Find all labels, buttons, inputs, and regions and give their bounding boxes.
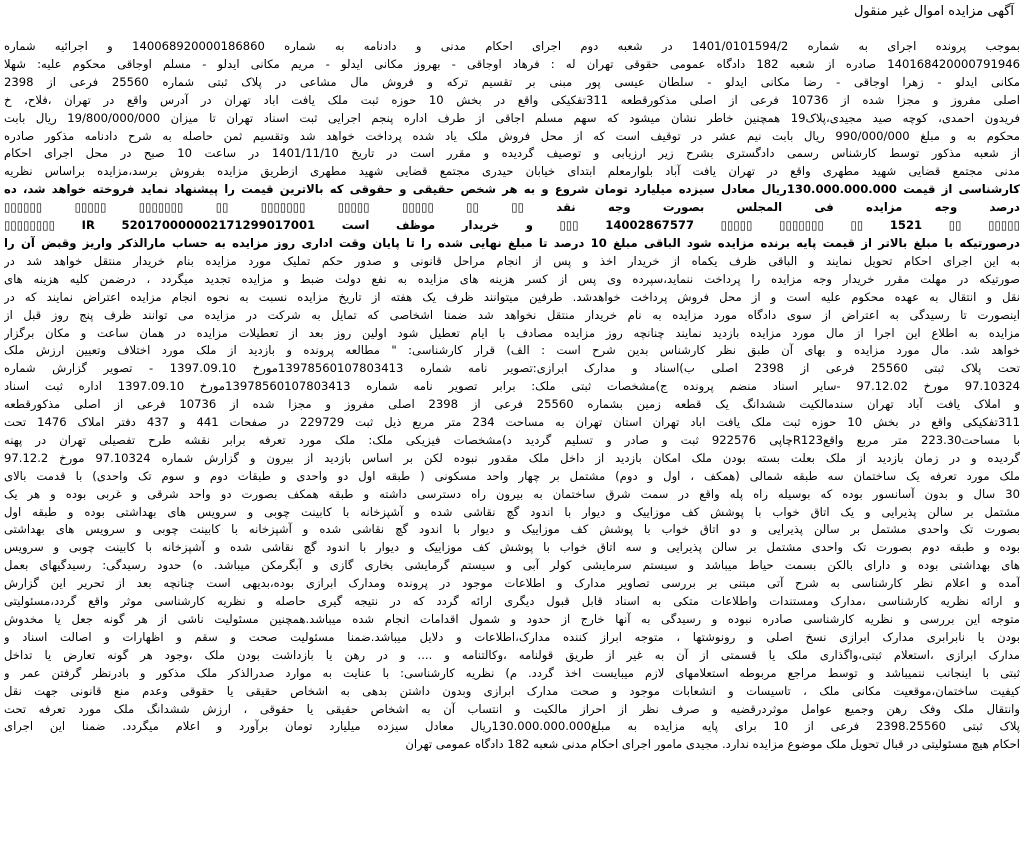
notice-line: و ارائه نظریه کارشناسی ،مدارک ومستندات واطلاعات متکی به اسناد قابل قبول دیگری ارائه گردد که در نتیجه گیری حاصله و نظریه کارشناسی موثر واقع گردد،مسئولیتی	[4, 594, 1020, 609]
notice-line: آمده و اعلام نظر کارشناسی به شرح آتی مبتنی بر بررسی تصاویر مدارک و اطلاعات موجود در پرونده ومدارک ابرازی بوده،بدیهی است چنانچه بعد از تحریر این گزارش	[4, 576, 1020, 591]
notice-line: اصلی مفروز و مجزا شده از 10736 فرعی از اصلی مذکورقطعه 311تفکیکی واقع در بخش 10 حوزه ثبت ملک یافت اباد تهران در آدرس واقع در تهران ،فلاح، خ	[4, 92, 1020, 107]
notice-body	[4, 38, 1020, 754]
notice-line: 97.10324 مورخ 97.12.02 -سایر اسناد منضم پرونده ج)مشخصات ثبتی ملک: برابر تصویر نامه شماره 13978560107803413مورخ 1397.09.10 اداره ثبت اسناد	[4, 379, 1020, 394]
notice-line: خواهد شد. مال مورد مزایده و بهای آن طبق نظر کارشناس بدین شرح است : الف) قرار کارشناسی: " مطالعه پرونده و بازدید از ملک مورد اختلاف وتعیین ارزش ملک	[4, 343, 1020, 358]
notice-line: وانتقال ملک وفک رهن وجمیع عوامل موثردرقضیه و صرف نظر از احراز مالکیت و انتساب آن به اشخاص حقیقی یا حقوقی ، ارزش ششدانگ ملک مورد تعرفه تحت	[4, 701, 1020, 716]
notice-line: فریدون احمدی، کوچه صید مجیدی،پلاک19 همچنین خاطر نشان میشود که سهم مسلم اجاقی از طرف اداره پنجم اجرایی ثبت اسناد تهران تا میزان 19/800/000/000 ریال بابت	[4, 110, 1020, 125]
notice-line: درصد وجه مزایده فی المجلس بصورت وجه نقد ▯▯ ▯▯ ▯▯▯▯▯ ▯▯▯▯▯ ▯▯▯▯▯▯▯ ▯▯ ▯▯▯▯▯▯▯ ▯▯▯▯▯ ▯▯▯▯▯▯	[4, 200, 1020, 215]
notice-title: آگهی مزایده اموال غیر منقول	[853, 4, 1014, 19]
notice-line: به این اجرای احکام تحویل نمایند و الباقی ظرف یکماه از خریدار اخذ و پس از انجام مراحل قانونی و صدور حکم تملیک مورد مزایده بنام خریدار منتقل خواهد شد در	[4, 253, 1020, 268]
notice-line: مشتمل بر سالن پذیرایی و یک اتاق خواب با پوشش کف موزاییک و دیوار با اندود گچ نقاشی شده و آشپزخانه با کابینت چوبی و سرویس های بهداشتی بوده و طبقه اول	[4, 504, 1020, 519]
notice-line: مزایده به اطلاع این اجرا از مال مورد مزایده بازدید نمایند چنانچه روز مزایده مصادف با ایام تعطیل شود اولین روز بعد از تعطیلات مزایده در همان ساعت و مکان برگزار	[4, 325, 1020, 340]
notice-line: گردیده و در زمان بازدید از ملک بعلت بسته بودن ملک امکان بازدید از داخل ملک مقدور نبوده لکن بر اساس بازدید از بیرون و گزارش شماره 97.10324 مورخ 97.12.2	[4, 450, 1020, 465]
notice-line: درصورتیکه با مبلغ بالاتر از قیمت پایه برنده مزایده شود الباقی مبلغ 10 درصد تا مبلغ نهایی شده را تا پایان وقت اداری روز مزایده به حساب مارالذکر واریز وقبض آن را	[4, 235, 1020, 250]
notice-line: ملک مورد تعرفه یک ساختمان سه طبقه شمالی (همکف ، اول و دوم) مشتمل بر چهار واحد مسکونی ( طبقه اول دو واحدی و طبقات دوم و سوم تک واحدی) با قدمت بالای	[4, 468, 1020, 483]
notice-line: بودن یا نابرابری مدارک ابرازی نسخ اصلی و رونوشتها ، متوجه ابراز کننده مدارک،اطلاعات و دلایل میباشد.ضمنا مسئولیت صحت و سقم و اظهارات و اصالت اسناد و	[4, 629, 1020, 644]
notice-line: محکوم به و مبلغ 990/000/000 ریال بابت نیم عشر در توقیف است که از محل فروش ملک یاد شده پرداخت خواهد شد وتقسیم ثمن حاصله به شرح دادنامه مذکور صادره	[4, 128, 1020, 143]
notice-line: 140168420000791946 صادره از شعبه 182 دادگاه عمومی حقوقی تهران له : فرهاد اوجاقی - بهروز مکانی ایدلو - مریم مکانی ایدلو - مسلم اوجاقی محکوم علیه: شهلا	[4, 56, 1020, 71]
notice-line: مدارک ابرازی ،استعلام ثبتی،واگذاری ملک یا قسمتی از آن به غیر از طریق قولنامه ،وکالتنامه و .... و در رهن یا بازداشت بودن ملک ،وجود هر گونه تعارض یا تداخل	[4, 647, 1020, 662]
notice-line: از شعبه مذکور توسط کارشناس رسمی دادگستری بشرح زیر ارزیابی و توصیف گردیده و مقرر است در تاریخ 1401/11/10 در ساعت 10 صبح در محل اجرای احکام	[4, 146, 1020, 161]
notice-line: کیفیت ساختمان،موقعیت مکانی ملک ، تاسیسات و انشعابات موجود و صحت مدارک ابرازی وبدون داشتن بدهی به اشخاص حقیقی یا حقوقی وعدم منع قانونی جهت نقل	[4, 683, 1020, 698]
notice-line: تحت پلاک ثبتی 25560 فرعی از 2398 اصلی ب)اسناد و مدارک ابرازی:تصویر نامه شماره 13978560107803413مورخ 1397.09.10 - تصویر گزارش شماره	[4, 361, 1020, 376]
notice-line: صورتیکه در مهلت مقرر خریدار وجه مزایده را پرداخت ننماید،سپرده وی پس از کسر هزینه های مزایده به نفع دولت ضبط و مزایده تجدید میگردد ، درضمن کلیه هزینه های	[4, 271, 1020, 286]
notice-line: کارشناسی از قیمت 130.000.000.000ریال معادل سیزده میلیارد تومان شروع و به هر شخص حقیقی و حقوقی که بالاترین قیمت را پیشنهاد نماید فروخته خواهد شد، ده	[4, 182, 1020, 197]
notice-line: ثبتی با اینجانب ننمیباشد و توسط مراجع مربوطه استعلامهای لازم میبایست اخذ گردد. م) نظریه کارشناسی: با عنایت به موارد صدرالذکر ملک مذکور و بادرنظر گرفتن عمر و	[4, 665, 1020, 680]
notice-line: احکام هیچ مسئولیتی در قبال تحویل ملک موضوع مزایده ندارد. مجیدی مامور اجرای احکام مدنی شعبه 182 دادگاه عمومی تهران	[405, 737, 1020, 752]
notice-line: 30 سال و بدون آسانسور بوده که بوسیله راه پله واقع در سمت شرق ساختمان به بیرون راه دسترسی داشته و طبقه همکف بصورت دو واحد شرقی و غربی بوده و هر یک	[4, 486, 1020, 501]
notice-line: با مساحت223.30 متر مربع واقعR123چاپی 922576 ثبت و صادر و تسلیم گردید د)مشخصات فیزیکی ملک: ملک مورد تعرفه برابر نقشه طرح تفصیلی تهران در پهنه	[4, 432, 1020, 447]
notice-line: متوجه این بررسی و نظریه کارشناسی صادره نبوده و رسیدگی به آنها خارج از حدود و شمول اقدامات انجام شده میباشد.همچنین مسئولیت ناشی از هر گونه جعل یا مخدوش	[4, 612, 1020, 626]
notice-line: 311تفکیکی واقع در بخش 10 حوزه ثبت ملک یافت اباد تهران استان تهران به مساحت 234 متر مربع ذیل ثبت 229729 در صفحات 441 و 437 دفتر املاک 1476 تحت	[4, 415, 1020, 430]
notice-line: نقل و انتقال به عهده محکوم علیه است و از محل فروش پرداخت خواهدشد. طرفین میتوانند ظرف یک هفته از تاریخ مزایده نسبت به نحوه انجام مزایده اعتراض نمایند که در	[4, 289, 1020, 304]
notice-line: بوده و طبقه دوم بصورت تک واحدی مشتمل بر سالن پذیرایی و سه اتاق خواب با پوشش کف موزاییک و دیوار با اندود گچ نقاشی شده و آشپزخانه با کابینت چوبی و سرویس	[4, 540, 1020, 555]
notice-line: و املاک یافت آباد تهران سندمالکیت ششدانگ یک قطعه زمین بشماره 25560 فرعی از 2398 اصلی مفروز و مجزا شده از 10736 فرعی از اصلی مذکورقطعه	[4, 397, 1020, 412]
notice-line: بموجب پرونده اجرای به شماره 1401/0101594/2 در شعبه دوم اجرای احکام مدنی و دادنامه به شماره 140068920000186860 و اجرائیه شماره	[4, 39, 1020, 53]
notice-line: بصورت تک واحدی مشتمل بر سالن پذیرایی و دو اتاق خواب با پوشش کف موزاییک و دیوار با اندود گچ نقاشی شده و آشپزخانه با کابینت چوبی و سرویس های بهداشتی	[4, 522, 1020, 537]
notice-line: پلاک ثبتی 2398.25560 فرعی از 10 برای پایه مزایده به مبلغ130.000.000.000ریال معادل سیزده میلیارد تومان برآورد و اعلام میگردد. ضمنا این اجرای	[4, 719, 1020, 734]
notice-line: مکانی ایدلو - زهرا اوجاقی - رضا مکانی ایدلو - سلطان عیسی پور مبنی بر تقسیم ترکه و فروش مال مشاعی در پلاک ثبتی شماره 25560 فرعی از 2398	[4, 74, 1020, 89]
notice-line: اینصورت تا رسیدگی به اعتراض از سوی دادگاه مورد مزایده به نام خریدار منتقل نخواهد شد ضمنا اشخاصی که تمایل به شرکت در مزایده می توانند ظرف پنج روز قبل از	[4, 307, 1020, 322]
notice-line: ▯▯▯▯▯ ▯▯ 1521 ▯▯ ▯▯▯▯▯▯▯ ▯▯▯▯▯ 14002867577 ▯▯▯ و خریدار موظف است IR 520170000002171299017001 ▯▯▯▯▯▯▯▯	[4, 218, 1020, 233]
notice-line: مدنی مجتمع قضایی شهید مطهری واقع در تهران یافت آباد بلوارمعلم ابتدای خیابان حیدری مجتمع قضایی شهید مطهری ازطریق مزایده بفروش برسد،مزایده براساس نظریه	[4, 164, 1020, 179]
notice-line: های بهداشتی بوده و دارای بالکن بسمت حیاط میباشد و سیستم سرمایشی کولر آبی و سیستم گرمایشی بخاری گازی و آبگرمکن میباشد. ه) حدود رسیدگی: رسیدگیهای بعمل	[4, 558, 1020, 573]
